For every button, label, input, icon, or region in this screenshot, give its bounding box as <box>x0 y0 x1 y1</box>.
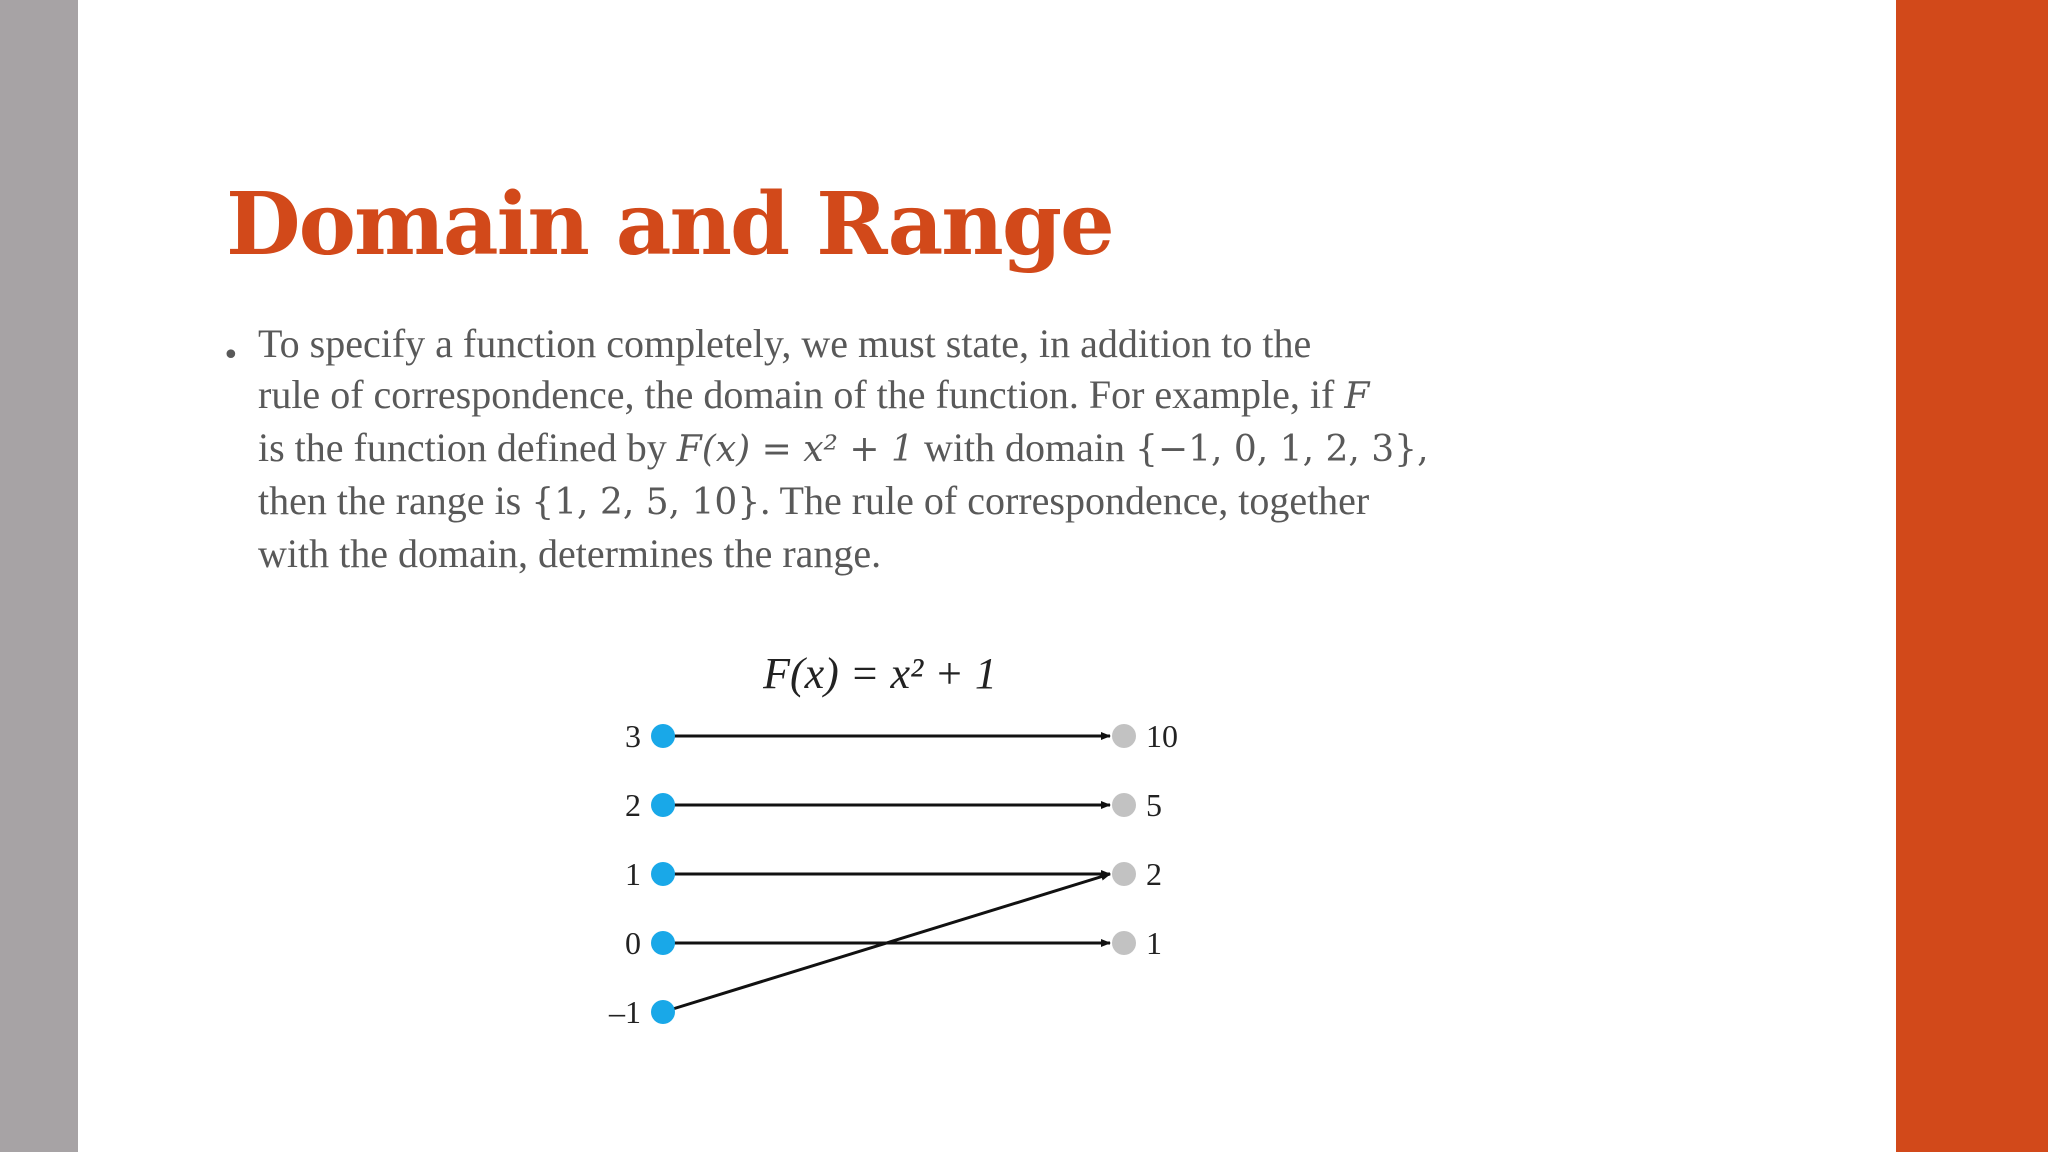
bullet-text-segment: with domain <box>923 425 1126 470</box>
domain-point <box>651 931 675 955</box>
domain-label: 1 <box>625 856 641 892</box>
domain-label: 2 <box>625 787 641 823</box>
math-function-definition: F(x) = x² + 1 <box>676 429 914 470</box>
range-label: 1 <box>1146 925 1162 961</box>
bullet-text-segment: with the domain, determines the range. <box>258 531 882 576</box>
diagram-formula-label: F(x) = x² + 1 <box>763 649 997 698</box>
bullet-text-segment: then the range is <box>258 478 522 523</box>
domain-point <box>651 724 675 748</box>
bullet-text-segment: . The rule of correspondence, together <box>760 478 1370 523</box>
bullet-text-segment: To specify a function completely, we must state, in addition to the <box>258 321 1312 366</box>
range-label: 2 <box>1146 856 1162 892</box>
bullet-dot-icon: • <box>222 338 240 373</box>
math-domain-set: {−1, 0, 1, 2, 3}, <box>1135 429 1429 470</box>
range-label: 5 <box>1146 787 1162 823</box>
domain-label: –1 <box>609 994 641 1030</box>
range-point <box>1112 931 1136 955</box>
domain-point <box>651 862 675 886</box>
domain-label: 0 <box>625 925 641 961</box>
mapping-arrows <box>663 736 1110 1012</box>
bullet-text-segment: is the function defined by <box>258 425 667 470</box>
domain-label: 3 <box>625 718 641 754</box>
domain-point <box>651 793 675 817</box>
range-point <box>1112 862 1136 886</box>
math-range-set: {1, 2, 5, 10} <box>531 482 761 523</box>
range-point <box>1112 724 1136 748</box>
range-label: 10 <box>1146 718 1178 754</box>
domain-points <box>608 718 675 1030</box>
range-point <box>1112 793 1136 817</box>
domain-point <box>651 1000 675 1024</box>
slide-title: Domain and Range <box>226 174 1113 275</box>
bullet-text-segment: rule of correspondence, the domain of the function. For example, if <box>258 372 1335 417</box>
range-points <box>1112 718 1178 961</box>
math-function-name: F <box>1344 376 1370 417</box>
